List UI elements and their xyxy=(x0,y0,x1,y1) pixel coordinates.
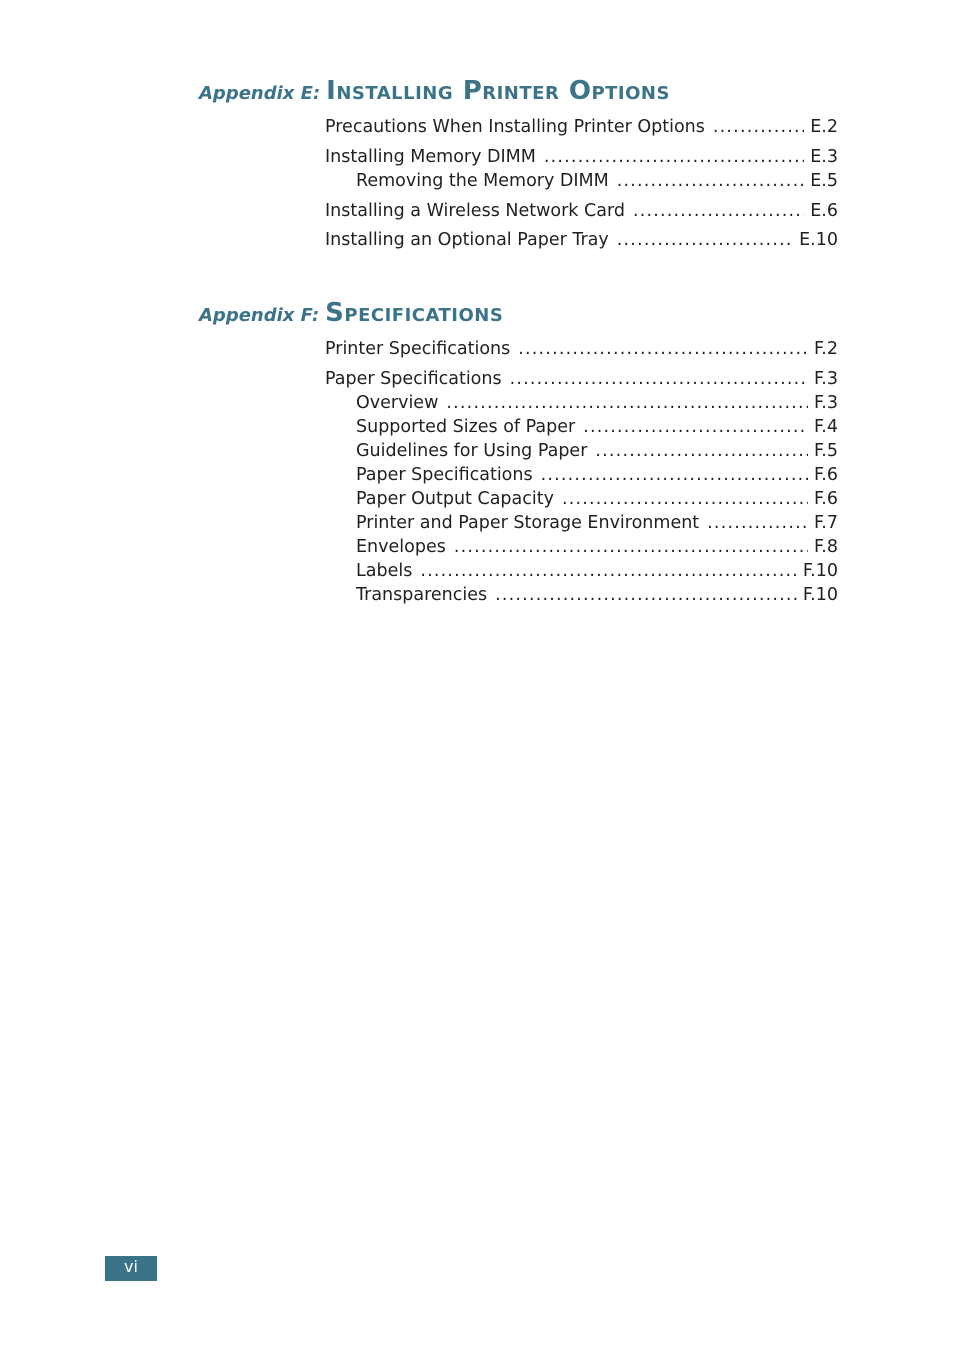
toc-entry-page: E.3 xyxy=(810,147,838,167)
toc-entry-page: F.6 xyxy=(814,489,838,509)
toc-entry-label: Precautions When Installing Printer Options xyxy=(325,117,705,137)
toc-entry-label: Installing a Wireless Network Card xyxy=(325,201,625,221)
appendix-e-heading xyxy=(199,76,670,106)
toc-subentry[interactable] xyxy=(356,439,838,463)
toc-entry-label: Overview xyxy=(356,393,439,413)
appendix-e-prefix: Appendix E: xyxy=(199,83,321,104)
leader-dots xyxy=(633,199,804,223)
toc-entry-page: F.5 xyxy=(814,441,838,461)
leader-dots xyxy=(541,463,808,487)
leader-dots xyxy=(713,115,804,139)
leader-dots xyxy=(544,145,804,169)
toc-subentry[interactable] xyxy=(356,487,838,511)
toc-entry-page: F.10 xyxy=(802,561,838,581)
toc-entry-page: F.10 xyxy=(802,585,838,605)
toc-subentry[interactable] xyxy=(356,463,838,487)
appendix-f-heading xyxy=(199,298,503,328)
leader-dots xyxy=(707,511,808,535)
toc-entry-label: Printer Specifications xyxy=(325,339,511,359)
toc-subentry[interactable] xyxy=(356,559,838,583)
toc-entry-page: F.3 xyxy=(814,369,838,389)
toc-entry-label: Transparencies xyxy=(356,585,488,605)
toc-entry[interactable] xyxy=(325,199,838,223)
appendix-f-title: Specifications xyxy=(325,298,504,328)
toc-entry-label: Envelopes xyxy=(356,537,446,557)
toc-subentry[interactable] xyxy=(356,391,838,415)
toc-entry[interactable] xyxy=(325,228,838,252)
toc-entry-page: F.6 xyxy=(814,465,838,485)
leader-dots xyxy=(510,367,808,391)
page-number-tab xyxy=(105,1256,157,1281)
toc-entry-page: F.7 xyxy=(814,513,838,533)
toc-entry-page: E.2 xyxy=(810,117,838,137)
toc-subentry[interactable] xyxy=(356,535,838,559)
toc-subentry[interactable] xyxy=(356,583,838,607)
leader-dots xyxy=(518,337,808,361)
toc-entry-page: F.4 xyxy=(814,417,838,437)
toc-entry-label: Removing the Memory DIMM xyxy=(356,171,609,191)
appendix-f-prefix: Appendix F: xyxy=(199,305,320,326)
toc-subentry[interactable] xyxy=(356,169,838,193)
toc-entry-label: Supported Sizes of Paper xyxy=(356,417,576,437)
page-number: vi xyxy=(124,1257,138,1276)
leader-dots xyxy=(617,228,793,252)
leader-dots xyxy=(583,415,808,439)
leader-dots xyxy=(617,169,805,193)
toc-entry-label: Installing an Optional Paper Tray xyxy=(325,230,609,250)
toc-entry[interactable] xyxy=(325,367,838,391)
toc-entry-label: Installing Memory DIMM xyxy=(325,147,536,167)
toc-entry[interactable] xyxy=(325,115,838,139)
leader-dots xyxy=(420,559,797,583)
leader-dots xyxy=(562,487,808,511)
leader-dots xyxy=(495,583,797,607)
toc-entry-label: Paper Output Capacity xyxy=(356,489,554,509)
toc-entry[interactable] xyxy=(325,337,838,361)
toc-subentry[interactable] xyxy=(356,511,838,535)
toc-entry-page: F.2 xyxy=(814,339,838,359)
leader-dots xyxy=(595,439,808,463)
toc-entry-label: Labels xyxy=(356,561,413,581)
toc-entry-page: E.6 xyxy=(810,201,838,221)
toc-subentry[interactable] xyxy=(356,415,838,439)
toc-entry-page: F.8 xyxy=(814,537,838,557)
toc-entry-page: F.3 xyxy=(814,393,838,413)
leader-dots xyxy=(454,535,808,559)
toc-entry-label: Paper Specifications xyxy=(325,369,502,389)
toc-entry-page: E.10 xyxy=(799,230,838,250)
toc-entry-label: Guidelines for Using Paper xyxy=(356,441,588,461)
leader-dots xyxy=(446,391,808,415)
appendix-e-title: Installing Printer Options xyxy=(326,76,670,106)
toc-entry-label: Printer and Paper Storage Environment xyxy=(356,513,700,533)
toc-entry[interactable] xyxy=(325,145,838,169)
toc-entry-label: Paper Specifications xyxy=(356,465,533,485)
toc-entry-page: E.5 xyxy=(810,171,838,191)
